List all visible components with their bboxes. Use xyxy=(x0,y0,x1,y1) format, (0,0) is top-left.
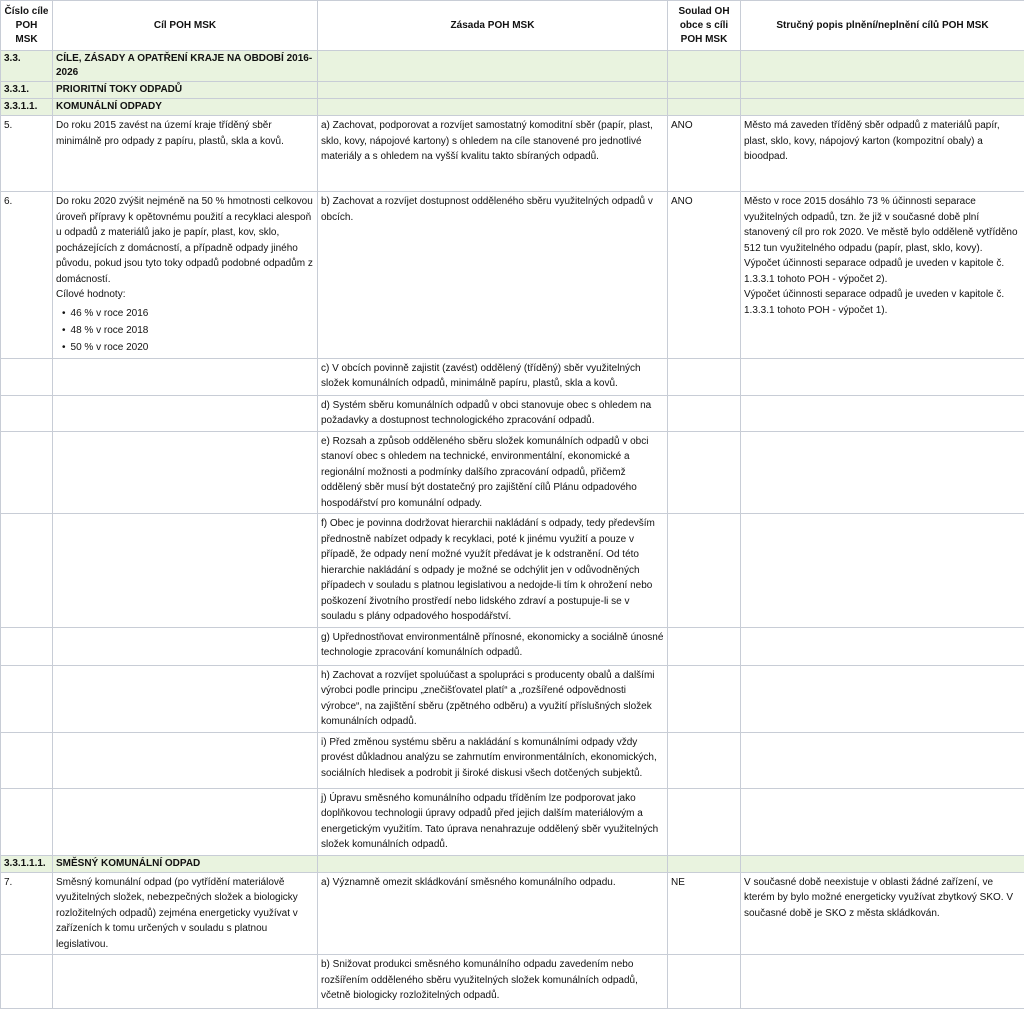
principle-text: a) Významně omezit skládkování směsného komunálního odpadu. xyxy=(318,872,668,955)
table-row xyxy=(1,358,1024,395)
section-row xyxy=(1,51,1024,82)
list-item: • 48 % v roce 2018 xyxy=(66,322,314,339)
header-row xyxy=(1,1,1024,51)
principle-text: d) Systém sběru komunálních odpadů v obci stanovuje obec s ohledem na požadavky a dostupnost technologického zpracování odpadů. xyxy=(318,395,668,431)
principle-text: j) Úpravu směsného komunálního odpadu tříděním lze podporovat jako doplňkovou technologii úpravy odpadů před jejich dalším materiálovým a energetickým využitím. Tato úprava nenahrazuje oddělený sběr využitelných složek komunálních odpadů. xyxy=(318,788,668,855)
goal-text: Do roku 2015 zavést na území kraje tříděný sběr minimálně pro odpady z papíru, plastů, skla a kovů. xyxy=(53,116,318,192)
goal-text: Do roku 2020 zvýšit nejméně na 50 % hmotnosti celkovou úroveň přípravy k opětovnému použití a recyklaci alespoň u odpadů z materiálů jako je papír, plast, kov, sklo, pocházejících z domácností, a případně odpady jiného původu, pokud jsou tyto toky odpadů podobné odpadům z domácností. xyxy=(56,194,314,287)
header-goal-number: Číslo cíle POH MSK xyxy=(1,1,53,51)
goal-number: 6. xyxy=(1,192,53,359)
compliance-value: ANO xyxy=(668,116,741,192)
table-row xyxy=(1,116,1024,192)
table-row xyxy=(1,395,1024,431)
principle-text: b) Zachovat a rozvíjet dostupnost odděleného sběru využitelných odpadů v obcích. xyxy=(318,192,668,359)
table-row xyxy=(1,872,1024,955)
table-row xyxy=(1,732,1024,788)
section-number: 3.3. xyxy=(1,51,53,82)
section-number: 3.3.1.1. xyxy=(1,99,53,116)
principle-text: c) V obcích povinně zajistit (zavést) oddělený (tříděný) sběr využitelných složek komunálních odpadů, minimálně papíru, plastů, skla a kovů. xyxy=(318,358,668,395)
goal-text: Směsný komunální odpad (po vytřídění materiálově využitelných složek, nebezpečných složek a biologicky rozložitelných odpadů) zejména energeticky využívat v zařízeních k tomu určených v souladu s platnou legislativou. xyxy=(53,872,318,955)
targets-label: Cílové hodnoty: xyxy=(56,287,314,303)
principle-text: i) Před změnou systému sběru a nakládání s komunálními odpady vždy provést důkladnou analýzu se zahrnutím environmentálních, ekonomických, sociálních hledisek a podrobit ji široké diskusi všech dotčených subjektů. xyxy=(318,732,668,788)
description-text: Výpočet účinnosti separace odpadů je uveden v kapitole č. 1.3.3.1 tohoto POH - výpočet 1). xyxy=(744,287,1021,318)
principle-text: h) Zachovat a rozvíjet spoluúčast a spolupráci s producenty obalů a dalšími výrobci podle principu „znečišťovatel platí“ a „rozšířené odpovědnosti výrobce“, na zajištění sběru (zpětného odběru) a využití příslušných složek komunálních odpadů. xyxy=(318,665,668,732)
table-row xyxy=(1,514,1024,628)
section-row xyxy=(1,855,1024,872)
section-title: KOMUNÁLNÍ ODPADY xyxy=(53,99,318,116)
goal-cell xyxy=(53,192,318,359)
header-goal: Cíl POH MSK xyxy=(53,1,318,51)
compliance-value: NE xyxy=(668,872,741,955)
table-row xyxy=(1,955,1024,1009)
table-row xyxy=(1,665,1024,732)
table-row xyxy=(1,627,1024,665)
section-number: 3.3.1.1.1. xyxy=(1,855,53,872)
description-cell xyxy=(741,192,1024,359)
table-row xyxy=(1,192,1024,359)
section-title: SMĚSNÝ KOMUNÁLNÍ ODPAD xyxy=(53,855,318,872)
principle-text: g) Upřednostňovat environmentálně přínosné, ekonomicky a sociálně únosné technologie zpracování komunálních odpadů. xyxy=(318,627,668,665)
table-row xyxy=(1,431,1024,514)
goal-number: 5. xyxy=(1,116,53,192)
description-text: V současné době neexistuje v oblasti žádné zařízení, ve kterém by bylo možné energeticky využívat zbytkový SKO. V současné době je SKO z města skládkován. xyxy=(741,872,1024,955)
description-text: Město v roce 2015 dosáhlo 73 % účinnosti separace využitelných odpadů, tzn. že již v současné době plní stanovený cíl pro rok 2020. Ve městě bylo odděleně vytříděno 512 tun využitelného odpadu (papír, plast, sklo, kovy). Výpočet účinnosti separace odpadů je uveden v kapitole č. 1.3.3.1 tohoto POH - výpočet 2). xyxy=(744,194,1021,287)
list-item: • 46 % v roce 2016 xyxy=(66,305,314,322)
list-item: • 50 % v roce 2020 xyxy=(66,339,314,356)
section-number: 3.3.1. xyxy=(1,82,53,99)
description-text: Město má zaveden tříděný sběr odpadů z materiálů papír, plast, sklo, kovy, nápojový karton (kompozitní obaly) a bioodpad. xyxy=(741,116,1024,192)
principle-text: a) Zachovat, podporovat a rozvíjet samostatný komoditní sběr (papír, plast, sklo, kovy, nápojové kartony) s ohledem na cíle stanovené pro jednotlivé materiály a s ohledem na vyšší kvalitu takto sbíraných odpadů. xyxy=(318,116,668,192)
section-row xyxy=(1,82,1024,99)
goal-number: 7. xyxy=(1,872,53,955)
header-description: Stručný popis plnění/neplnění cílů POH MSK xyxy=(741,1,1024,51)
header-compliance: Soulad OH obce s cíli POH MSK xyxy=(668,1,741,51)
principle-text: b) Snižovat produkci směsného komunálního odpadu zavedením nebo rozšířením odděleného sběru využitelných složek komunálních odpadů, včetně biologicky rozložitelných odpadů. xyxy=(318,955,668,1009)
section-title: CÍLE, ZÁSADY A OPATŘENÍ KRAJE NA OBDOBÍ 2016-2026 xyxy=(53,51,318,82)
principle-text: e) Rozsah a způsob odděleného sběru složek komunálních odpadů v obci stanoví obec s ohledem na technické, environmentální, ekonomické a regionální možnosti a podmínky dalšího zpracování odpadů, přičemž oddělený sběr musí být dostatečný pro zajištění cílů Plánu odpadového hospodářství pro komunální odpady. xyxy=(318,431,668,514)
section-row xyxy=(1,99,1024,116)
targets-list xyxy=(56,305,314,356)
principle-text: f) Obec je povinna dodržovat hierarchii nakládání s odpady, tedy především přednostně nabízet odpady k recyklaci, poté k jinému využití a pouze v případě, že odpady není možné využít předávat je k odstranění. Od této hierarchie nakládání s odpady je možné se odchýlit jen v odůvodněných případech v souladu s platnou legislativou a nedojde-li tím k ohrožení nebo poškození životního prostředí nebo lidského zdraví a postupuje-li se v souladu s plány odpadového hospodářství. xyxy=(318,514,668,628)
section-title: PRIORITNÍ TOKY ODPADŮ xyxy=(53,82,318,99)
header-principle: Zásada POH MSK xyxy=(318,1,668,51)
table-row xyxy=(1,788,1024,855)
compliance-value: ANO xyxy=(668,192,741,359)
